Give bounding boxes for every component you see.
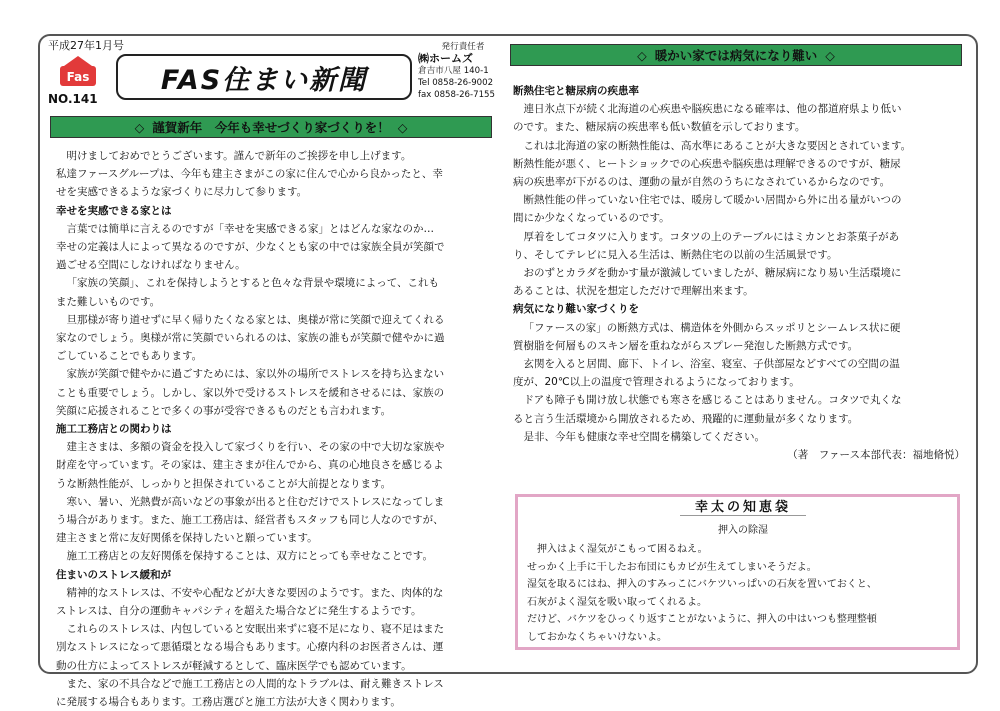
article-line: 旦那様が寄り道せずに早く帰りたくなる家とは、奥様が常に笑顔で迎えてくれる <box>66 313 445 326</box>
article-line: ごしていることでもあります。 <box>56 350 203 363</box>
newsletter-title: FAS住まい新聞 <box>116 54 412 100</box>
diamond-icon: ◇ <box>397 119 408 135</box>
tips-box-title: 幸太の知恵袋 <box>694 500 791 515</box>
article-line: 明けましておめでとうございます。謹んで新年のご挨拶を申し上げます。 <box>66 150 412 162</box>
tips-line: だけど、バケツをひっくり返すことがないように、押入の中はいつも整理整頓 <box>527 614 877 625</box>
publisher-fax: fax 0858-26-7155 <box>418 90 495 100</box>
article-line: に発展する場合もあります。工務店選びと施工方法が大きく関わります。 <box>56 696 401 709</box>
tips-line: 石灰がよく湿気を吸い取ってくれるよ。 <box>527 596 707 608</box>
section-heading: 断熱住宅と糖尿病の疾患率 <box>513 85 639 97</box>
article-line: うな断熱性能が、しっかりと担保されていることが大前提となります。 <box>56 477 392 490</box>
article-line: り、そしてテレビに見入る生活は、断熱住宅の以前の生活風景です。 <box>513 248 838 261</box>
article-line: 笑顔に応援されることで多くの事が受容できるものだとも言われます。 <box>56 404 392 417</box>
article-line: 動の仕方によってストレスが軽減するとして、臨床医学でも認めています。 <box>56 659 412 672</box>
article-line: 「家族の笑顔」、これを保持しようとすると色々な背景や環境によって、これも <box>66 277 440 290</box>
publisher-tel: Tel 0858-26-9002 <box>418 78 494 88</box>
article-line: 是非、今年も健康な幸せ空間を構築してください。 <box>523 430 765 443</box>
article-line: また難しいものです。 <box>56 295 161 308</box>
article-line: 病の疾患率が下がるのは、運動の量が自然のうちになされているからなのです。 <box>513 176 891 189</box>
section-heading: 幸せを実感できる家とは <box>56 204 172 217</box>
publisher-block <box>418 41 508 101</box>
article-line: 精神的なストレスは、不安や心配などが大きな要因のようです。また、肉体的な <box>66 586 444 599</box>
article-line: 寒い、暑い、光熱費が高いなどの事象が出ると住むだけでストレスになってしま <box>66 495 445 508</box>
left-headline-banner <box>50 116 492 138</box>
article-line: 言葉では簡単に言えるのですが「幸せを実感できる家」とはどんな家なのか… <box>66 222 434 235</box>
article-line: 間にか少なくなっているのです。 <box>513 212 670 225</box>
article-line: 「ファースの家」の断熱方式は、構造体を外側からスッポリとシームレス状に硬 <box>523 321 901 334</box>
publisher-role: 発行責任者 <box>441 42 485 52</box>
article-line: ドアも障子も開け放し状態でも寒さを感じることはありません。コタツで丸くな <box>523 394 902 407</box>
diamond-icon: ◇ <box>637 47 647 63</box>
right-headline-banner <box>510 44 962 66</box>
article-line: のです。また、糖尿病の疾患率も低い数値を示しております。 <box>513 121 806 134</box>
section-heading: 施工工務店との関わりは <box>56 423 172 436</box>
article-line: 度が、20℃以上の温度で管理されるようになっております。 <box>513 376 800 389</box>
article-line: ると言う生活環境から開放されるため、飛躍的に運動量が多くなります。 <box>513 412 859 425</box>
tips-title-underline <box>680 515 806 516</box>
article-line: 施工工務店との友好関係を保持することは、双方にとっても幸せなことです。 <box>66 550 433 563</box>
article-line: 幸せの定義は人によって異なるのですが、少なくとも家の中では家族全員が笑顔で <box>56 241 445 254</box>
article-line: 質樹脂を何層ものスキン層を重ねながらスプレー発泡した断熱方式です。 <box>513 339 859 352</box>
left-article-body <box>56 147 492 711</box>
article-line: 玄関を入ると居間、廊下、トイレ、浴室、寝室、子供部屋などすべての空間の温 <box>523 358 900 371</box>
fas-logo-text: Fas <box>66 70 90 84</box>
article-line: 別なストレスになって悪循環となる場合もあります。心療内科のお医者さんは、運 <box>56 641 444 654</box>
article-author: （著 ファース本部代表：福地脩悦） <box>787 449 965 462</box>
fas-logo <box>58 54 98 88</box>
article-line: 建主さまと常に友好関係を保持したいと願っています。 <box>56 532 318 545</box>
tips-line: せっかく上手に干したお布団にもカビが生えてしまいそうだよ。 <box>527 561 817 573</box>
tips-box-subtitle: 押入の除湿 <box>718 525 768 536</box>
article-line: 財産を守っています。その家は、建主さまが住んでから、真の心地良さを感じるよ <box>56 459 444 472</box>
diamond-icon: ◇ <box>134 119 145 135</box>
right-article-body <box>513 82 965 464</box>
article-line: 断熱性能が悪く、ヒートショックでの心疾患や脳疾患は理解できるのですが、糖尿 <box>513 157 901 170</box>
article-line: 厚着をしてコタツに入ります。コタツの上のテーブルにはミカンとお茶菓子があ <box>523 230 900 243</box>
diamond-icon: ◇ <box>825 47 835 63</box>
article-line: ストレスは、自分の運動キャパシティを超えた場合などに発生するようです。 <box>56 605 422 618</box>
issue-date: 平成27年1月号 <box>48 39 124 52</box>
issue-number: NO.141 <box>48 92 98 106</box>
article-line: 断熱性能の伴っていない住宅では、暖房して暖かい居間から外に出る量がいつの <box>523 194 902 207</box>
article-line: あることは、状況を想定しただけで理解出来ます。 <box>513 285 754 298</box>
article-line: これは北海道の家の断熱性能は、高水準にあることが大きな要因とされています。 <box>523 139 912 152</box>
article-line: 私達ファースグループは、今年も建主さまがこの家に住んで心から良かったと、幸 <box>56 168 443 181</box>
article-line: 家なのでしょう。奥様が常に笑顔でいられるのは、家族の誰もが笑顔で健やかに過 <box>56 332 445 345</box>
tips-line: 湿気を取るにはね、押入のすみっこにバケツいっぱいの石灰を置いておくと、 <box>527 579 877 590</box>
tips-line: 押入はよく湿気がこもって困るねえ。 <box>537 544 708 555</box>
article-line: う場合があります。また、施工工務店は、経営者もスタッフも同じ人なのですが、 <box>56 514 444 527</box>
article-line: おのずとカラダを動かす量が激減していましたが、糖尿病になり易い生活環境に <box>523 267 902 280</box>
fas-logo-icon <box>58 54 98 88</box>
article-line: これらのストレスは、内包していると安眠出来ずに寝不足になり、寝不足はまた <box>66 623 445 636</box>
article-line: 過ごせる空間にしなければなりません。 <box>56 259 246 272</box>
tips-box-body <box>527 541 957 646</box>
article-line: 家族が笑顔で健やかに過ごすためには、家以外の場所でストレスを持ち込まない <box>66 368 445 381</box>
section-heading: 病気になり難い家づくりを <box>513 303 639 316</box>
section-heading: 住まいのストレス緩和が <box>56 568 172 581</box>
publisher-address: 倉吉市八屋 140-1 <box>418 66 489 76</box>
tips-line: しておかなくちゃいけないよ。 <box>527 631 667 643</box>
article-line: せを実感できるような家づくりに尽力して参ります。 <box>56 186 308 199</box>
article-line: 建主さまは、多額の資金を投入して家づくりを行い、その家の中で大切な家族や <box>66 441 445 454</box>
publisher-name: ㈱ホームズ <box>418 52 473 65</box>
right-headline: 暖かい家では病気になり難い <box>654 48 818 63</box>
article-line: また、家の不具合などで施工工務店との人間的なトラブルは、耐え難きストレス <box>66 677 444 690</box>
article-line: ことも重要でしょう。しかし、家以外で受けるストレスを緩和させるには、家族の <box>56 386 445 399</box>
article-line: 連日氷点下が続く北海道の心疾患や脳疾患になる確率は、他の都道府県より低い <box>523 103 902 116</box>
left-headline: 謹賀新年 今年も幸せづくり家づくりを！ <box>152 120 390 135</box>
